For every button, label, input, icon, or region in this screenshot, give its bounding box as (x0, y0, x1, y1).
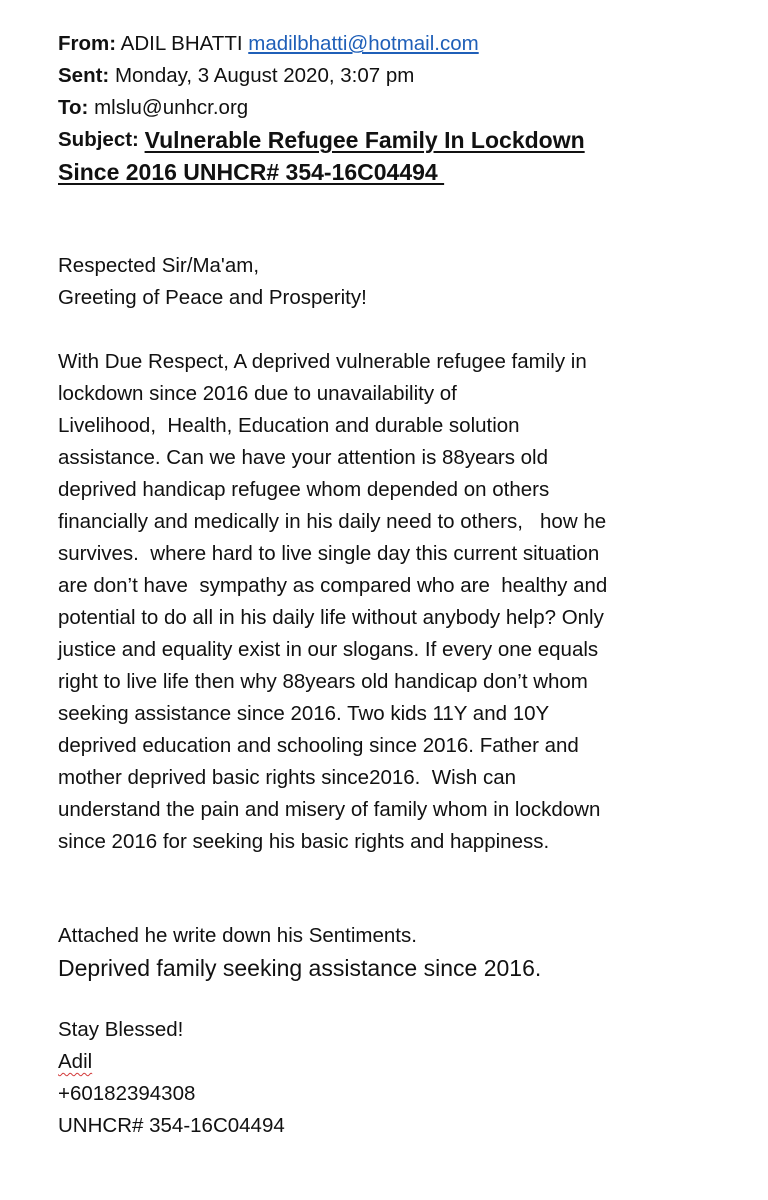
body-line: With Due Respect, A deprived vulnerable refugee family in (58, 350, 587, 373)
body-line: assistance. Can we have your attention is 88years old (58, 446, 548, 469)
body-line: financially and medically in his daily need to others, how he (58, 510, 607, 533)
body-line: potential to do all in his daily life without anybody help? Only (58, 606, 604, 629)
salutation: Respected Sir/Ma'am, (58, 254, 260, 277)
body-line: right to live life then why 88years old handicap don’t whom (58, 670, 588, 693)
from-row (58, 28, 748, 60)
body-paragraph (58, 346, 708, 858)
email-document (58, 28, 748, 1142)
closing: Stay Blessed! (58, 1018, 184, 1041)
to-label: To: (58, 96, 89, 119)
to-value: mlslu@unhcr.org (94, 96, 249, 119)
unhcr-number: UNHCR# 354-16C04494 (58, 1114, 285, 1137)
from-label: From: (58, 32, 117, 55)
body-line: understand the pain and misery of family whom in lockdown (58, 798, 601, 821)
body-line: deprived education and schooling since 2016. Father and (58, 734, 579, 757)
from-email-link[interactable]: madilbhatti@hotmail.com (248, 32, 479, 55)
sent-row (58, 60, 748, 92)
body-line: Livelihood, Health, Education and durable solution (58, 414, 520, 437)
body-line: seeking assistance since 2016. Two kids 11Y and 10Y (58, 702, 550, 725)
body-line: mother deprived basic rights since2016. Wish can (58, 766, 517, 789)
attached-block (58, 920, 748, 984)
from-name: ADIL BHATTI (120, 32, 243, 55)
subject-line-2: Since 2016 UNHCR# 354-16C04494 (58, 159, 445, 185)
body-line: deprived handicap refugee whom depended on others (58, 478, 550, 501)
sent-label: Sent: (58, 64, 110, 87)
to-row (58, 92, 748, 124)
greeting-wish: Greeting of Peace and Prosperity! (58, 286, 367, 309)
sent-value: Monday, 3 August 2020, 3:07 pm (114, 64, 415, 87)
body-line: lockdown since 2016 due to unavailability of (58, 382, 457, 405)
subject-label: Subject: (58, 128, 139, 151)
subject-line-1: Vulnerable Refugee Family In Lockdown (144, 127, 585, 153)
subject-row (58, 124, 748, 156)
greeting-block (58, 250, 748, 314)
phone-number: +60182394308 (58, 1082, 196, 1105)
body-line: since 2016 for seeking his basic rights and happiness. (58, 830, 550, 853)
signature-name: Adil (58, 1050, 93, 1073)
signoff-block (58, 1014, 748, 1142)
body-line: are don’t have sympathy as compared who are healthy and (58, 574, 608, 597)
attached-note: Attached he write down his Sentiments. (58, 924, 417, 947)
deprived-statement: Deprived family seeking assistance since 2016. (58, 955, 542, 981)
body-line: survives. where hard to live single day this current situation (58, 542, 600, 565)
body-line: justice and equality exist in our slogans. If every one equals (58, 638, 599, 661)
